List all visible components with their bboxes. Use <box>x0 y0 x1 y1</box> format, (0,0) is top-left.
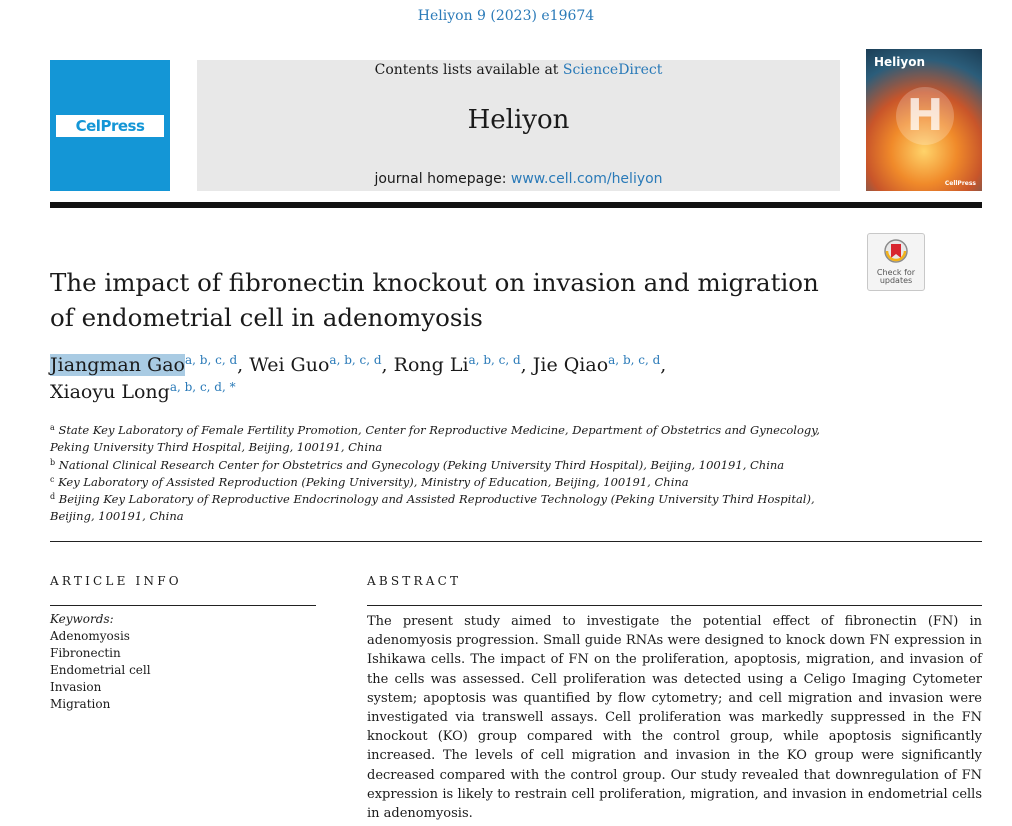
check-updates-label <box>868 269 924 285</box>
cover-letter: H <box>896 87 954 145</box>
author-name[interactable]: Wei Guo <box>249 354 330 376</box>
affiliation-mark: a <box>50 423 55 432</box>
affiliation-text: State Key Laboratory of Female Fertility Promotion, Center for Reproductive Medicine, Department of Obstetrics and Gynecology, Peking University Third Hospital, Beijing, 100191, China <box>50 423 820 455</box>
affiliation-mark: c <box>50 474 55 484</box>
check-for-updates-button[interactable] <box>867 233 925 291</box>
author-separator: , <box>520 354 533 376</box>
affiliation-item <box>50 491 850 526</box>
affiliation-item <box>50 457 850 474</box>
abstract-heading: ABSTRACT <box>367 574 462 588</box>
keywords-label: Keywords: <box>50 612 114 626</box>
keywords-list <box>50 611 310 713</box>
homepage-prefix: journal homepage: <box>374 171 511 187</box>
author-name[interactable]: Jie Qiao <box>532 354 609 376</box>
author-name[interactable]: Rong Li <box>393 354 469 376</box>
author-separator: , <box>660 354 667 376</box>
author-separator: , <box>237 354 250 376</box>
keyword-item: Invasion <box>50 680 102 694</box>
keyword-item: Adenomyosis <box>50 629 130 643</box>
affiliation-text: National Clinical Research Center for Obstetrics and Gynecology (Peking University Third Hospital), Beijing, 100191, China <box>58 457 785 472</box>
author-affiliation-marks[interactable]: a, b, c, d <box>608 353 661 367</box>
author-name[interactable] <box>50 354 185 376</box>
cover-title: Heliyon <box>874 55 926 69</box>
author-list <box>50 352 830 406</box>
article-info-divider <box>50 605 316 606</box>
journal-masthead <box>197 60 840 191</box>
journal-citation[interactable]: Heliyon 9 (2023) e19674 <box>417 8 595 24</box>
cellpress-logo[interactable] <box>50 60 170 191</box>
affiliation-mark: b <box>50 457 56 467</box>
cellpress-logo-text: CelPress <box>56 115 164 137</box>
affiliation-text: Beijing Key Laboratory of Reproductive Endocrinology and Assisted Reproductive Technology (Peking University Third Hospital), Beijing, 100191, China <box>50 492 815 524</box>
affiliation-divider <box>50 541 982 542</box>
check-updates-line1: Check for <box>876 268 916 277</box>
author-separator: , <box>381 354 394 376</box>
affiliation-text: Key Laboratory of Assisted Reproduction (Peking University), Ministry of Education, Beijing, 100191, China <box>58 474 689 489</box>
author-affiliation-marks[interactable]: a, b, c, d <box>329 353 382 367</box>
article-info-heading: ARTICLE INFO <box>50 574 182 588</box>
author-name-text: Jiangman Gao <box>50 354 185 376</box>
cover-publisher: CellPress <box>944 180 976 187</box>
keyword-item: Endometrial cell <box>50 663 151 677</box>
article-title: The impact of fibronectin knockout on invasion and migration of endometrial cell in adenomyosis <box>50 268 819 332</box>
check-updates-icon <box>884 239 908 267</box>
author-affiliation-marks[interactable]: a, b, c, d <box>468 353 521 367</box>
author-affiliation-marks[interactable]: a, b, c, d <box>185 353 238 367</box>
keyword-item: Fibronectin <box>50 646 121 660</box>
affiliation-mark: d <box>50 492 56 502</box>
author-affiliation-marks[interactable]: a, b, c, d, * <box>169 380 236 394</box>
journal-name: Heliyon <box>467 105 570 135</box>
header-divider <box>50 202 982 208</box>
abstract-body: The present study aimed to investigate the potential effect of fibronectin (FN) in adenomyosis progression. Small guide RNAs were designed to knock down FN expression in Ishikawa cells. The impact of FN on the proliferation, apoptosis, migration, and invasion of the cells was assessed. Cell proliferation was detected using a Celigo Imaging Cytometer system; apoptosis was quantified by flow cytometry; and cell migration and invasion were investigated via transwell assays. Cell proliferation was markedly suppressed in the FN knockout (KO) group compared with the control group, while apoptosis significantly increased. The levels of cell migration and invasion in the KO group were significantly decreased compared with the control group. Our study revealed that downregulation of FN expression is likely to restrain cell proliferation, migration, and invasion in endometrial cells in adenomyosis. <box>367 614 982 822</box>
homepage-line <box>197 171 840 187</box>
contents-line <box>197 62 840 78</box>
affiliation-item <box>50 474 850 491</box>
journal-cover-image[interactable] <box>866 49 982 191</box>
abstract-divider <box>367 605 982 606</box>
affiliation-list <box>50 422 850 526</box>
sciencedirect-link[interactable]: ScienceDirect <box>562 62 663 78</box>
contents-prefix: Contents lists available at <box>374 62 563 78</box>
author-name[interactable]: Xiaoyu Long <box>50 381 170 403</box>
affiliation-item <box>50 422 850 457</box>
keyword-item: Migration <box>50 697 111 711</box>
check-updates-line2: updates <box>879 276 913 285</box>
journal-homepage-link[interactable]: www.cell.com/heliyon <box>510 171 663 187</box>
